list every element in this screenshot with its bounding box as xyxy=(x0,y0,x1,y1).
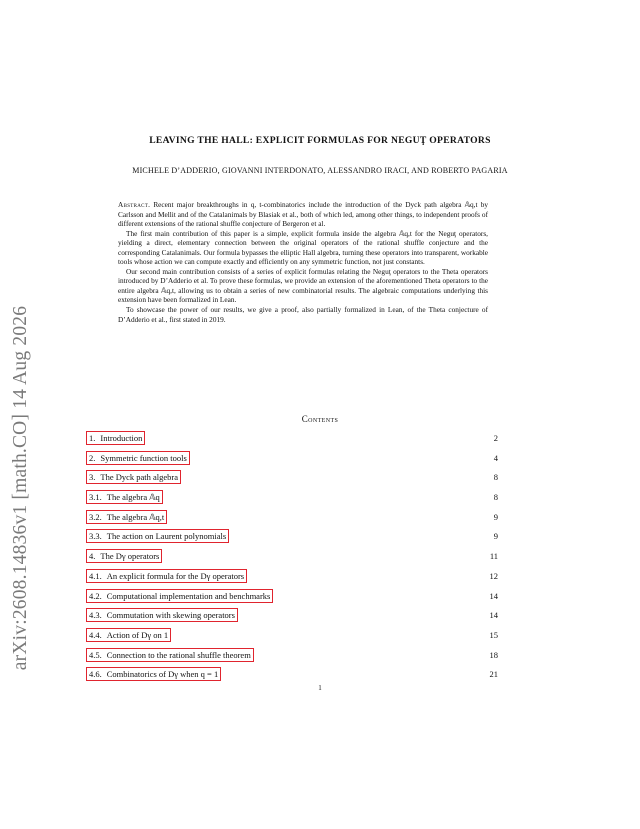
toc-title: Commutation with skewing operators xyxy=(106,610,235,621)
toc-link-computational-implementation[interactable] xyxy=(86,589,273,603)
toc-page-number: 14 xyxy=(489,590,498,601)
toc-page-number: 9 xyxy=(493,511,498,522)
toc-number: 2. xyxy=(89,452,96,463)
toc-link-d-gamma-operators[interactable] xyxy=(86,549,162,563)
toc-entry xyxy=(86,569,498,589)
toc-entry xyxy=(86,549,498,569)
author-list: MICHELE D’ADDERIO, GIOVANNI INTERDONATO, ALESSANDRO IRACI, AND ROBERTO PAGARIA xyxy=(132,166,508,175)
abstract xyxy=(118,200,488,324)
toc-title: Action of Dγ on 1 xyxy=(106,629,169,640)
toc-link-algebra-aq[interactable] xyxy=(86,490,163,504)
toc-page-number: 8 xyxy=(493,472,498,483)
toc-link-introduction[interactable] xyxy=(86,431,145,445)
toc-entry xyxy=(86,589,498,609)
abstract-text: Recent major breakthroughs in q, t-combinatorics include the introduction of the Dyck path algebra 𝔸q,t by Carlsson and Mellit and of the Catalanimals by Blasiak et al., both of which led, among other things, to independent proofs of different extensions of the rational shuffle conjecture of Bergeron et al. xyxy=(118,200,488,229)
abstract-paragraph: Our second main contribution consists of a series of explicit formulas relating the Neguţ operators to the Theta operators introduced by D’Adderio et al. To prove these formulas, we provide an extension of the aforementioned Theta operators to the entire algebra 𝔸q,t, allowing us to obtain a series of new combinatorial results. The algebraic computations underlying this extension have been formalized in Lean. xyxy=(118,266,488,305)
toc-link-dyck-path-algebra[interactable] xyxy=(86,470,181,484)
toc-entry xyxy=(86,510,498,530)
toc-number: 1. xyxy=(89,433,96,443)
abstract-label: Abstract. xyxy=(118,200,151,209)
toc-title: Symmetric function tools xyxy=(100,452,187,463)
toc-page-number: 2 xyxy=(493,433,498,443)
paper-title: LEAVING THE HALL: EXPLICIT FORMULAS FOR NEGUŢ OPERATORS xyxy=(149,135,491,146)
toc-number: 3.1. xyxy=(89,492,102,503)
abstract-paragraph: The first main contribution of this paper is a simple, explicit formula inside the algebra 𝔸q,t for the Neguţ operators, yielding a direct, elementary connection between the original operators of the rational shuffle conjecture and the corresponding Catalanimals. Our formula bypasses the elliptic Hall algebra, turning these operators into transparent, workable tools whose action we can compute exactly and efficiently on any symmetric function, not just constants. xyxy=(118,228,488,267)
toc-title: The algebra 𝔸q xyxy=(106,492,160,503)
toc-number: 4.1. xyxy=(89,570,102,581)
toc-number: 4. xyxy=(89,551,96,562)
toc-number: 3.3. xyxy=(89,531,102,542)
toc-link-action-on-1[interactable] xyxy=(86,628,171,642)
toc-page-number: 8 xyxy=(493,492,498,503)
toc-link-combinatorics-q1[interactable] xyxy=(86,667,221,681)
toc-page-number: 15 xyxy=(489,629,498,640)
toc-title: Connection to the rational shuffle theorem xyxy=(106,649,251,660)
page-number: 1 xyxy=(318,684,322,692)
toc-title: Combinatorics of Dγ when q = 1 xyxy=(106,669,219,680)
toc-number: 4.6. xyxy=(89,669,102,680)
toc-title: An explicit formula for the Dγ operators xyxy=(106,570,245,581)
toc-entry xyxy=(86,431,498,451)
toc-page-number: 9 xyxy=(493,531,498,542)
toc-link-laurent-polynomials[interactable] xyxy=(86,529,229,543)
toc-title: The Dyck path algebra xyxy=(100,472,179,483)
toc-title: Computational implementation and benchmarks xyxy=(106,590,271,601)
toc-number: 4.3. xyxy=(89,610,102,621)
toc-title: The action on Laurent polynomials xyxy=(106,531,227,542)
abstract-paragraph: To showcase the power of our results, we give a proof, also partially formalized in Lean, of the Theta conjecture of D’Adderio et al., first stated in 2019. xyxy=(118,305,488,324)
abstract-paragraph xyxy=(118,200,488,229)
toc-title: Introduction xyxy=(100,433,143,443)
toc-page-number: 4 xyxy=(493,452,498,463)
toc-number: 3. xyxy=(89,472,96,483)
table-of-contents xyxy=(86,431,498,687)
toc-entry xyxy=(86,451,498,471)
toc-page-number: 21 xyxy=(489,669,498,680)
toc-title: The algebra 𝔸q,t xyxy=(106,511,165,522)
toc-page-number: 11 xyxy=(489,551,498,562)
toc-entry xyxy=(86,608,498,628)
toc-page-number: 12 xyxy=(489,570,498,581)
toc-link-skewing-operators[interactable] xyxy=(86,608,238,622)
toc-page-number: 18 xyxy=(489,649,498,660)
toc-entry xyxy=(86,490,498,510)
contents-heading: Contents xyxy=(301,414,339,424)
toc-link-explicit-formula[interactable] xyxy=(86,569,247,583)
toc-title: The Dγ operators xyxy=(100,551,160,562)
toc-entry xyxy=(86,529,498,549)
toc-number: 4.4. xyxy=(89,629,102,640)
arxiv-identifier-text: arXiv:2608.14836v1 [math.CO] 14 Aug 2026 xyxy=(10,305,32,671)
toc-link-symmetric-function-tools[interactable] xyxy=(86,451,190,465)
toc-number: 4.5. xyxy=(89,649,102,660)
toc-link-rational-shuffle[interactable] xyxy=(86,648,254,662)
toc-page-number: 14 xyxy=(489,610,498,621)
toc-entry xyxy=(86,648,498,668)
toc-number: 4.2. xyxy=(89,590,102,601)
toc-link-algebra-aqt[interactable] xyxy=(86,510,167,524)
toc-entry xyxy=(86,470,498,490)
arxiv-identifier-stamp xyxy=(6,283,36,693)
toc-entry xyxy=(86,628,498,648)
toc-number: 3.2. xyxy=(89,511,102,522)
